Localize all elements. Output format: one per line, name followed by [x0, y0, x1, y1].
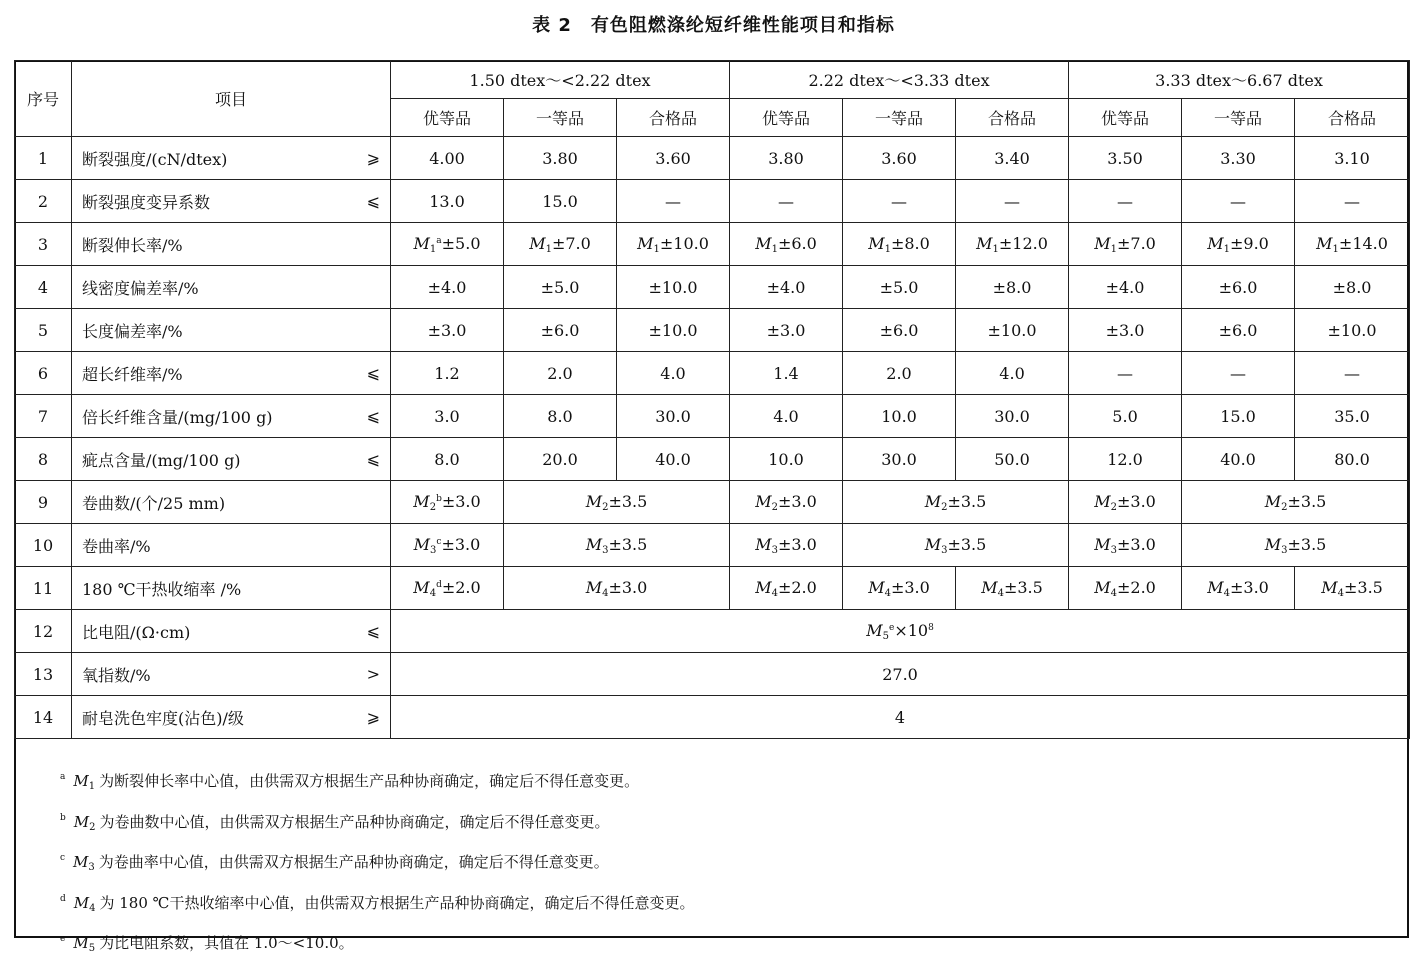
value-cell: 4.0 [956, 352, 1069, 395]
variable-symbol: M [1321, 577, 1338, 597]
variable-subscript: 5 [88, 943, 96, 954]
variable-subscript: 2 [602, 501, 609, 513]
comparator-sign: ⩽ [366, 191, 380, 211]
value-cell [730, 481, 843, 524]
value-cell: 15.0 [1182, 395, 1295, 438]
table-row [15, 137, 1410, 180]
row-number: 7 [15, 395, 72, 438]
value-cell: — [843, 180, 956, 223]
value-cell: 30.0 [956, 395, 1069, 438]
variable-subscript: 1 [88, 781, 96, 792]
value-cell [1069, 567, 1182, 610]
value-cell: 3.40 [956, 137, 1069, 180]
row-item [72, 395, 391, 438]
variable-subscript: 4 [997, 587, 1004, 599]
value-cell [730, 567, 843, 610]
header-group: 3.33 dtex～6.67 dtex [1069, 61, 1410, 99]
footnote-mark: a [60, 772, 66, 782]
value-cell [956, 567, 1069, 610]
header-grade: 优等品 [730, 99, 843, 137]
value-text: ±3.0 [441, 491, 481, 511]
item-label: 卷曲率/% [82, 536, 151, 556]
value-text: ±3.0 [1116, 534, 1156, 554]
value-text: ±8.0 [890, 233, 930, 253]
variable-symbol: M [755, 491, 772, 511]
table-row [15, 567, 1410, 610]
row-number: 10 [15, 524, 72, 567]
value-text: ±3.0 [777, 534, 817, 554]
value-cell [1182, 524, 1410, 567]
value-cell: — [1069, 180, 1182, 223]
value-cell: 3.60 [843, 137, 956, 180]
value-text: ±3.5 [1287, 534, 1327, 554]
value-cell [391, 610, 1410, 653]
table-title: 表 2 有色阻燃涤纶短纤维性能项目和指标 [532, 15, 895, 36]
value-text: ±3.5 [1343, 577, 1383, 597]
variable-subscript: 1 [771, 243, 778, 255]
footnote-mark: e [60, 934, 66, 944]
value-cell: ±10.0 [617, 309, 730, 352]
value-cell: ±10.0 [956, 309, 1069, 352]
variable-subscript: 1 [992, 243, 999, 255]
value-text: ±2.0 [1116, 577, 1156, 597]
value-cell: 30.0 [617, 395, 730, 438]
item-label: 疵点含量/(mg/100 g) [82, 450, 241, 470]
row-number: 4 [15, 266, 72, 309]
value-cell: 30.0 [843, 438, 956, 481]
item-label: 断裂强度变异系数 [82, 192, 211, 212]
value-cell [843, 524, 1069, 567]
variable-subscript: 3 [430, 544, 437, 556]
table-row [15, 395, 1410, 438]
value-text: ±3.0 [608, 577, 648, 597]
value-cell: 10.0 [843, 395, 956, 438]
value-cell: 3.50 [1069, 137, 1182, 180]
value-cell: 2.0 [843, 352, 956, 395]
footnote-mark: c [60, 853, 66, 863]
variable-subscript: 1 [653, 243, 660, 255]
value-text: ±2.0 [777, 577, 817, 597]
variable-subscript: 4 [602, 587, 609, 599]
row-item [72, 266, 391, 309]
header-item: 项目 [72, 61, 391, 137]
variable-subscript: 4 [884, 587, 891, 599]
footnote [60, 803, 694, 844]
variable-subscript: 3 [88, 862, 95, 873]
value-cell [504, 524, 730, 567]
header-grade: 一等品 [843, 99, 956, 137]
row-item [72, 309, 391, 352]
variable-subscript: 2 [89, 821, 96, 833]
value-cell: ±4.0 [730, 266, 843, 309]
footnote [60, 843, 694, 884]
value-text: ±3.0 [441, 534, 481, 554]
value-cell: 3.10 [1295, 137, 1410, 180]
header-grade: 合格品 [956, 99, 1069, 137]
variable-symbol: M [1316, 233, 1333, 253]
value-cell: — [617, 180, 730, 223]
value-cell [843, 567, 956, 610]
row-item [72, 524, 391, 567]
variable-symbol: M [1264, 534, 1282, 554]
value-text: ±3.0 [1116, 491, 1156, 511]
table-row [15, 180, 1410, 223]
variable-symbol: M [1094, 534, 1111, 554]
value-text: ±3.0 [890, 577, 930, 597]
row-number: 9 [15, 481, 72, 524]
value-cell: 4.0 [617, 352, 730, 395]
variable-symbol: M [976, 233, 993, 253]
variable-subscript: 4 [429, 587, 437, 599]
row-number: 12 [15, 610, 72, 653]
row-number: 6 [15, 352, 72, 395]
comparator-sign: ⩾ [366, 148, 380, 168]
value-cell [1069, 524, 1182, 567]
value-text: ±7.0 [1116, 233, 1156, 253]
comparator-sign: ⩽ [366, 621, 380, 641]
row-number: 5 [15, 309, 72, 352]
footnote-mark: d [60, 893, 66, 904]
variable-subscript: 4 [1110, 587, 1117, 599]
value-cell: 3.80 [504, 137, 617, 180]
value-text: ±3.5 [1003, 577, 1043, 597]
value-cell: 3.60 [617, 137, 730, 180]
value-cell: — [956, 180, 1069, 223]
footnote-text: 为卷曲数中心值，由供需双方根据生产品种协商确定，确定后不得任意变更。 [99, 812, 610, 831]
indicator-table [14, 60, 1410, 739]
value-cell: 3.80 [730, 137, 843, 180]
value-cell: 4.0 [730, 395, 843, 438]
footnote-text: 为卷曲率中心值，由供需双方根据生产品种协商确定，确定后不得任意变更。 [98, 853, 609, 871]
comparator-sign: ⩽ [366, 406, 380, 426]
row-item [72, 180, 391, 223]
header-grade: 合格品 [1295, 99, 1410, 137]
comparator-sign: ⩽ [366, 449, 380, 469]
header-group: 1.50 dtex～<2.22 dtex [391, 61, 730, 99]
value-cell: 20.0 [504, 438, 617, 481]
row-item [72, 696, 391, 739]
value-cell [730, 223, 843, 266]
variable-symbol: M [755, 233, 772, 253]
footnote-text: 为比电阻系数，其值在 1.0～<10.0。 [99, 934, 354, 952]
row-item [72, 653, 391, 696]
variable-subscript: 3 [771, 544, 778, 556]
value-cell: 12.0 [1069, 438, 1182, 481]
variable-subscript: 3 [1110, 544, 1117, 556]
footnotes [60, 762, 694, 965]
value-text: 4 [894, 707, 906, 727]
header-grade: 一等品 [504, 99, 617, 137]
value-cell: ±6.0 [1182, 309, 1295, 352]
value-cell: — [1182, 352, 1295, 395]
variable-symbol: M [868, 233, 885, 253]
variable-subscript: 4 [1337, 587, 1344, 599]
variable-symbol: M [529, 233, 546, 253]
value-cell: 80.0 [1295, 438, 1410, 481]
value-cell: — [1295, 180, 1410, 223]
footnote-mark: d [436, 579, 442, 590]
footnote-mark: a [436, 235, 442, 246]
value-cell [391, 653, 1410, 696]
variable-symbol: M [924, 534, 942, 554]
table-row [15, 481, 1410, 524]
table-row [15, 610, 1410, 653]
value-cell [1069, 223, 1182, 266]
value-cell: 35.0 [1295, 395, 1410, 438]
value-text: ±2.0 [441, 577, 481, 597]
variable-symbol: M [585, 577, 603, 597]
value-cell: ±4.0 [391, 266, 504, 309]
variable-subscript: 1 [429, 243, 437, 255]
variable-subscript: 3 [941, 544, 948, 556]
value-cell [1182, 481, 1410, 524]
header-grade: 优等品 [391, 99, 504, 137]
footnote [60, 884, 694, 925]
table-row [15, 309, 1410, 352]
value-cell [617, 223, 730, 266]
value-cell [391, 524, 504, 567]
value-cell: 8.0 [504, 395, 617, 438]
header-grade: 一等品 [1182, 99, 1295, 137]
value-cell [504, 567, 730, 610]
row-item [72, 610, 391, 653]
variable-symbol: M [73, 853, 89, 871]
variable-subscript: 2 [771, 501, 778, 513]
variable-subscript: 2 [941, 501, 948, 513]
footnote-mark: b [436, 493, 442, 504]
row-number: 13 [15, 653, 72, 696]
variable-symbol: M [1207, 233, 1224, 253]
variable-symbol: M [1264, 491, 1282, 511]
row-item [72, 481, 391, 524]
item-label: 倍长纤维含量/(mg/100 g) [82, 407, 273, 427]
variable-symbol: M [1094, 577, 1111, 597]
variable-subscript: 2 [1281, 501, 1288, 513]
row-number: 3 [15, 223, 72, 266]
value-cell: — [1295, 352, 1410, 395]
variable-symbol: M [868, 577, 885, 597]
value-cell: 1.2 [391, 352, 504, 395]
value-cell: ±3.0 [1069, 309, 1182, 352]
comparator-sign: ⩾ [366, 707, 380, 727]
variable-symbol: M [866, 620, 883, 640]
value-text: ±3.5 [608, 534, 648, 554]
header-grade: 合格品 [617, 99, 730, 137]
variable-symbol: M [73, 812, 90, 831]
value-cell: ±6.0 [843, 309, 956, 352]
value-cell: 40.0 [617, 438, 730, 481]
value-cell: ±10.0 [617, 266, 730, 309]
value-cell: 50.0 [956, 438, 1069, 481]
variable-subscript: 1 [884, 243, 891, 255]
value-cell [1182, 223, 1295, 266]
variable-subscript: 3 [1281, 544, 1288, 556]
variable-symbol: M [1094, 233, 1111, 253]
value-cell [843, 481, 1069, 524]
value-cell: 4.00 [391, 137, 504, 180]
row-item [72, 223, 391, 266]
variable-symbol: M [585, 534, 603, 554]
value-text: ±3.0 [1229, 577, 1269, 597]
value-cell [391, 481, 504, 524]
exponent: 8 [928, 622, 934, 633]
footnote-mark: e [888, 622, 895, 633]
value-cell: 5.0 [1069, 395, 1182, 438]
value-cell [1295, 567, 1410, 610]
variable-subscript: 1 [1110, 243, 1117, 255]
variable-subscript: 5 [882, 630, 889, 642]
variable-subscript: 4 [89, 902, 96, 914]
value-text: ±9.0 [1229, 233, 1269, 253]
variable-symbol: M [637, 233, 654, 253]
item-label: 线密度偏差率/% [82, 278, 199, 298]
footnote-text: 为 180 ℃干热收缩率中心值，由供需双方根据生产品种协商确定，确定后不得任意变更。 [99, 893, 695, 912]
item-label: 超长纤维率/% [82, 364, 183, 384]
item-label: 耐皂洗色牢度(沾色)/级 [82, 708, 244, 728]
value-cell: ±3.0 [391, 309, 504, 352]
value-cell: ±4.0 [1069, 266, 1182, 309]
row-item [72, 438, 391, 481]
table-row [15, 696, 1410, 739]
variable-symbol: M [413, 534, 431, 554]
value-text: ±7.0 [551, 233, 591, 253]
variable-symbol: M [413, 577, 430, 597]
variable-symbol: M [924, 491, 942, 511]
header-grade: 优等品 [1069, 99, 1182, 137]
variable-symbol: M [1094, 491, 1111, 511]
value-cell: ±6.0 [504, 309, 617, 352]
variable-symbol: M [413, 233, 430, 253]
table-row [15, 653, 1410, 696]
variable-symbol: M [73, 772, 89, 790]
value-cell: ±5.0 [504, 266, 617, 309]
item-label: 180 ℃干热收缩率 /% [82, 579, 242, 599]
value-text: ±3.5 [947, 491, 987, 511]
value-cell: 2.0 [504, 352, 617, 395]
row-item [72, 352, 391, 395]
value-cell [504, 481, 730, 524]
item-label: 断裂强度/(cN/dtex) [82, 149, 228, 169]
value-text: ±3.0 [777, 491, 817, 511]
row-item [72, 567, 391, 610]
value-cell [1295, 223, 1410, 266]
value-cell: 40.0 [1182, 438, 1295, 481]
value-text: 27.0 [882, 664, 918, 684]
variable-symbol: M [755, 577, 772, 597]
value-cell [391, 567, 504, 610]
variable-symbol: M [413, 491, 430, 511]
footnote [60, 762, 694, 803]
value-cell: 13.0 [391, 180, 504, 223]
variable-subscript: 4 [1223, 587, 1230, 599]
value-text: ±10.0 [659, 233, 709, 253]
table-row [15, 352, 1410, 395]
value-text: ±3.5 [1287, 491, 1327, 511]
value-cell: 3.30 [1182, 137, 1295, 180]
value-cell: ±10.0 [1295, 309, 1410, 352]
value-cell [504, 223, 617, 266]
footnote [60, 924, 694, 965]
value-text: ±3.5 [947, 534, 987, 554]
value-cell [391, 696, 1410, 739]
variable-subscript: 2 [429, 501, 437, 513]
variable-subscript: 1 [1332, 243, 1339, 255]
value-cell [843, 223, 956, 266]
value-text: ±14.0 [1338, 233, 1388, 253]
value-text: ±3.5 [608, 491, 648, 511]
footnote-text: 为断裂伸长率中心值，由供需双方根据生产品种协商确定，确定后不得任意变更。 [99, 772, 640, 790]
value-cell: 3.0 [391, 395, 504, 438]
item-label: 长度偏差率/% [82, 321, 183, 341]
variable-symbol: M [1207, 577, 1224, 597]
value-cell: ±8.0 [1295, 266, 1410, 309]
variable-subscript: 2 [1110, 501, 1117, 513]
table-row [15, 266, 1410, 309]
value-text: ±6.0 [777, 233, 817, 253]
value-cell: ±3.0 [730, 309, 843, 352]
table-row [15, 524, 1410, 567]
value-cell: — [1069, 352, 1182, 395]
value-cell: 8.0 [391, 438, 504, 481]
value-text: ×10 [894, 620, 929, 640]
variable-symbol: M [73, 934, 89, 952]
header-seq: 序号 [15, 61, 72, 137]
variable-symbol: M [585, 491, 603, 511]
row-number: 14 [15, 696, 72, 739]
value-cell: ±8.0 [956, 266, 1069, 309]
value-cell: — [730, 180, 843, 223]
value-cell: ±6.0 [1182, 266, 1295, 309]
value-text: ±12.0 [998, 233, 1048, 253]
value-cell: 1.4 [730, 352, 843, 395]
variable-symbol: M [981, 577, 998, 597]
item-label: 断裂伸长率/% [82, 235, 183, 255]
variable-symbol: M [73, 893, 90, 912]
value-cell [1069, 481, 1182, 524]
value-cell [956, 223, 1069, 266]
comparator-sign: ⩽ [366, 363, 380, 383]
row-number: 11 [15, 567, 72, 610]
row-item [72, 137, 391, 180]
variable-symbol: M [755, 534, 772, 554]
comparator-sign: > [366, 664, 380, 684]
value-cell: 15.0 [504, 180, 617, 223]
footnote-mark: b [60, 812, 66, 823]
variable-subscript: 1 [1223, 243, 1230, 255]
variable-subscript: 3 [602, 544, 609, 556]
row-number: 1 [15, 137, 72, 180]
item-label: 卷曲数/(个/25 mm) [82, 493, 226, 513]
table-row [15, 223, 1410, 266]
value-cell [730, 524, 843, 567]
row-number: 2 [15, 180, 72, 223]
item-label: 氧指数/% [82, 665, 151, 685]
header-group: 2.22 dtex～<3.33 dtex [730, 61, 1069, 99]
footnote-mark: c [436, 536, 442, 547]
table-row [15, 438, 1410, 481]
value-cell: 10.0 [730, 438, 843, 481]
value-text: ±5.0 [441, 233, 481, 253]
variable-subscript: 1 [545, 243, 552, 255]
value-cell [391, 223, 504, 266]
row-number: 8 [15, 438, 72, 481]
item-label: 比电阻/(Ω·cm) [82, 622, 191, 642]
value-cell: — [1182, 180, 1295, 223]
value-cell: ±5.0 [843, 266, 956, 309]
value-cell [1182, 567, 1295, 610]
variable-subscript: 4 [771, 587, 778, 599]
